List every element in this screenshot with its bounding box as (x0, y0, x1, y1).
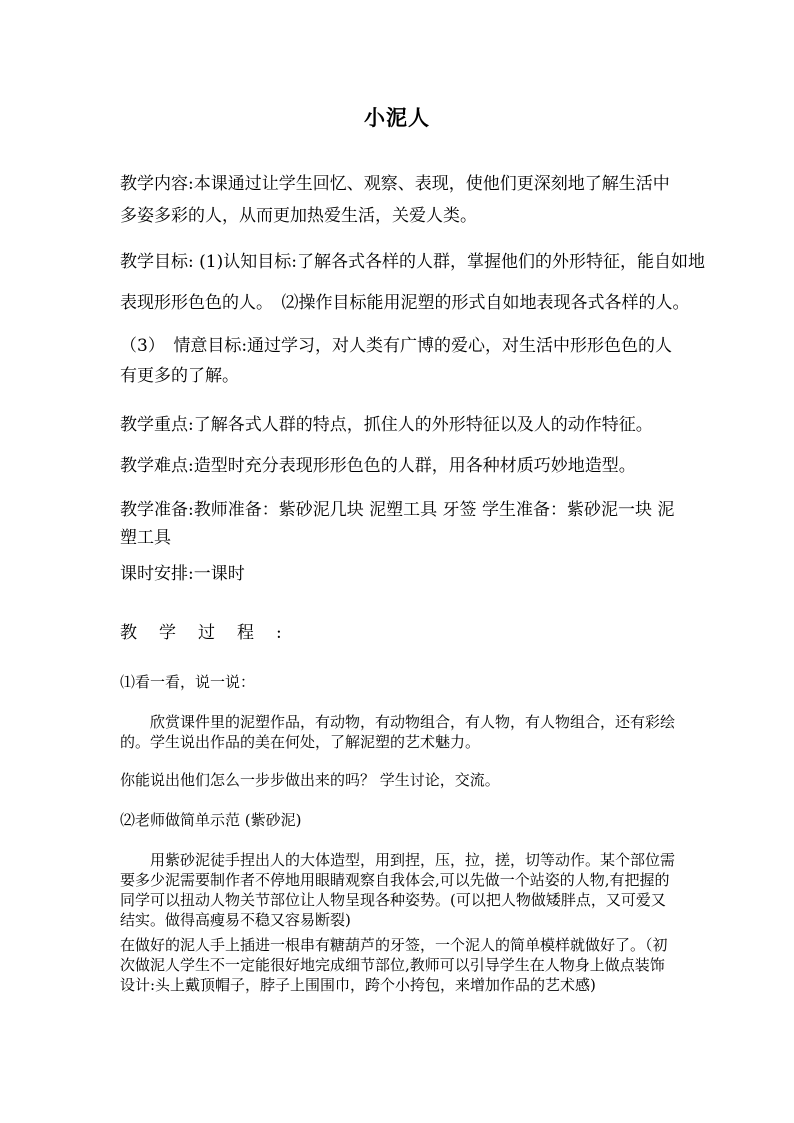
teaching-difficulty: 教学难点:造型时充分表现形形色色的人群，用各种材质巧妙地造型。 (120, 456, 636, 476)
process-heading: 教学过程: (120, 623, 304, 643)
lesson-schedule: 课时安排:一课时 (120, 564, 245, 584)
step1-heading: ⑴看一看，说一说： (120, 673, 256, 691)
step1-paragraph: 欣赏课件里的泥塑作品，有动物，有动物组合，有人物，有人物组合，还有彩绘的。学生说出作品的美在何处，了解泥塑的艺术魅力。 (120, 713, 676, 751)
step2-heading: ⑵老师做简单示范 (紫砂泥) (120, 811, 302, 829)
step1-question: 你能说出他们怎么一步步做出来的吗？ 学生讨论，交流。 (120, 771, 500, 789)
step2-paragraph-2: 在做好的泥人手上插进一根串有糖葫芦的牙签，一个泥人的简单模样就做好了。（初次做泥人学生不一定能很好地完成细节部位,教师可以引导学生在人物身上做点装饰设计:头上戴顶帽子，脖子上围围巾，跨个小挎包，来增加作品的艺术感) (120, 936, 668, 994)
page-title: 小泥人 (364, 105, 430, 130)
teaching-key-point: 教学重点:了解各式人群的特点，抓住人的外形特征以及人的动作特征。 (120, 415, 653, 435)
teaching-content: 教学内容:本课通过让学生回忆、观察、表现，使他们更深刻地了解生活中多姿多彩的人，从而更加热爱生活，关爱人类。 (120, 174, 670, 226)
teaching-goal-line-1: 教学目标: (1)认知目标:了解各式各样的人群，掌握他们的外形特征，能自如地 (120, 252, 705, 272)
teaching-preparation: 教学准备:教师准备：紫砂泥几块 泥塑工具 牙签 学生准备：紫砂泥一块 泥塑工具 (120, 500, 675, 548)
step2-paragraph: 用紫砂泥徒手捏出人的大体造型，用到捏，压，拉，搓，切等动作。某个部位需要多少泥需要制作者不停地用眼睛观察自我体会,可以先做一个站姿的人物,有把握的同学可以扭动人物关节部位让人物呈现各种姿势。(可以把人物做矮胖点，又可爱又结实。做得高瘦易不稳又容易断裂) (120, 851, 676, 929)
teaching-goal-line-3: （3） 情意目标:通过学习，对人类有广博的爱心，对生活中形形色色的人有更多的了解。 (120, 336, 673, 386)
teaching-goal-line-2: 表现形形色色的人。 ⑵操作目标能用泥塑的形式自如地表现各式各样的人。 (120, 293, 690, 313)
